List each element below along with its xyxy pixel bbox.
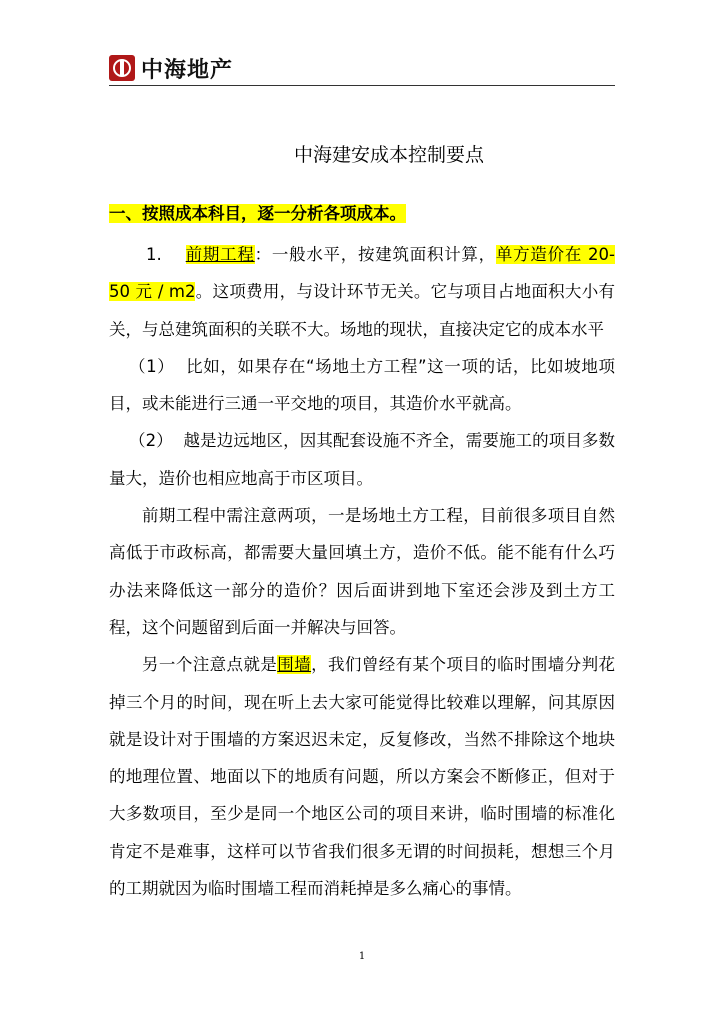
header-divider	[109, 85, 615, 86]
item-1-term: 前期工程	[185, 245, 255, 264]
sub-item-2-number: （2）	[129, 431, 173, 451]
paragraph-fence	[109, 646, 615, 907]
section-heading	[109, 198, 615, 230]
logo-emblem-icon	[109, 55, 135, 81]
section-heading-text: 一、按照成本科目，逐一分析各项成本。	[109, 204, 406, 223]
logo-text: 中海地产	[141, 56, 234, 83]
item-1-text-b: 。这项费用，与设计环节无关。它与项目占地面积大小有关，与总建筑面积的关联不大。场地的现状，直接决定它的成本水平	[109, 282, 615, 339]
item-1-text-a: ：一般水平，按建筑面积计算，	[254, 245, 496, 264]
sub-item-1-text: 比如，如果存在“场地土方工程”这一项的话，比如坡地项目，或未能进行三通一平交地的项目，其造价水平就高。	[109, 356, 615, 414]
page-number: 1	[358, 951, 366, 962]
item-1-number: 1.	[146, 245, 162, 264]
document-body	[109, 198, 615, 907]
sub-item-1-paragraph	[109, 348, 615, 423]
sub-item-2-paragraph	[109, 422, 615, 497]
paragraph-fence-highlight: 围墙	[277, 655, 312, 675]
sub-item-2-text: 越是边远地区，因其配套设施不齐全，需要施工的项目多数量大，造价也相应地高于市区项目。	[109, 431, 616, 488]
company-logo	[109, 52, 257, 84]
paragraph-site-earthwork: 前期工程中需注意两项，一是场地土方工程，目前很多项目自然高低于市政标高，都需要大量回填土方，造价不低。能不能有什么巧办法来降低这一部分的造价？因后面讲到地下室还会涉及到土方工程，这个问题留到后面一并解决与回答。	[109, 506, 615, 637]
sub-item-1-number: （1）	[129, 356, 175, 376]
page-title: 中海建安成本控制要点	[293, 144, 484, 166]
item-1-paragraph	[109, 236, 615, 348]
paragraph-fence-text-b: ，我们曾经有某个项目的临时围墙分判花掉三个月的时间，现在听上去大家可能觉得比较难以理解，问其原因就是设计对于围墙的方案迟迟未定，反复修改，当然不排除这个地块的地理位置、地面以下的地质有问题，所以方案会不断修正，但对于大多数项目，至少是同一个地区公司的项目来讲，临时围墙的标准化肯定不是难事，这样可以节省我们很多无谓的时间损耗，想想三个月的工期就因为临时围墙工程而消耗掉是多么痛心的事情。	[109, 655, 616, 899]
item-1-highlight: 单方造价在 20-50 元 / m2	[109, 245, 615, 302]
paragraph-fence-text-a: 另一个注意点就是	[142, 655, 278, 675]
